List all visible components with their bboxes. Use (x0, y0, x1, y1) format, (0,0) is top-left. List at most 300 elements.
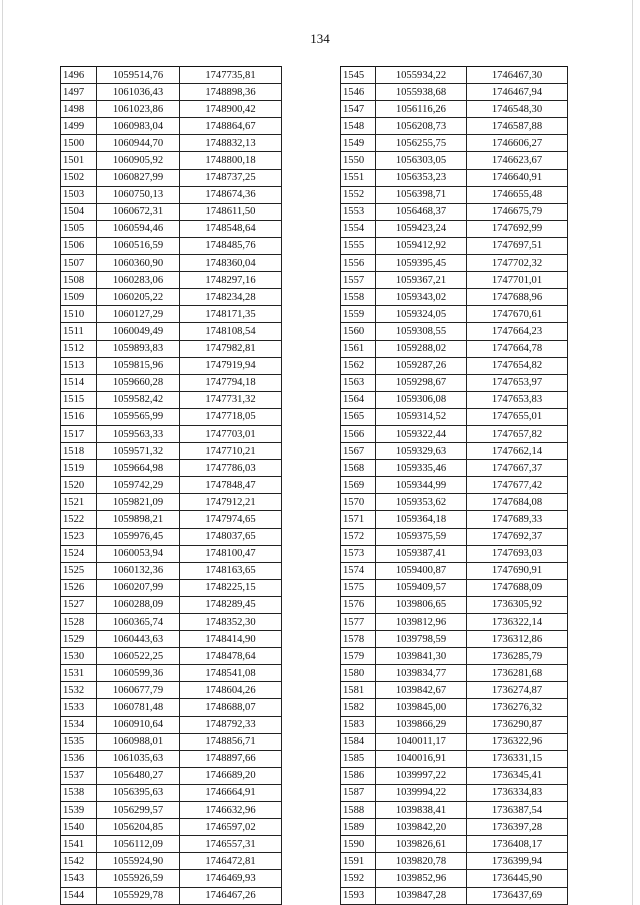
x-coordinate-cell: 1060522,25 (97, 648, 180, 665)
x-coordinate-cell: 1039820,78 (376, 853, 467, 870)
point-number-cell: 1516 (61, 408, 97, 425)
point-number-cell: 1542 (61, 853, 97, 870)
y-coordinate-cell: 1747848,47 (180, 477, 282, 494)
table-row (61, 870, 282, 887)
table-row (61, 562, 282, 579)
x-coordinate-cell: 1059664,98 (97, 460, 180, 477)
y-coordinate-cell: 1748234,28 (180, 289, 282, 306)
table-row (341, 631, 568, 648)
point-number-cell: 1497 (61, 84, 97, 101)
table-row (61, 802, 282, 819)
point-number-cell: 1533 (61, 699, 97, 716)
point-number-cell: 1504 (61, 203, 97, 220)
x-coordinate-cell: 1059563,33 (97, 425, 180, 442)
y-coordinate-cell: 1747653,97 (467, 374, 568, 391)
point-number-cell: 1575 (341, 579, 376, 596)
point-number-cell: 1555 (341, 237, 376, 254)
x-coordinate-cell: 1060127,29 (97, 306, 180, 323)
table-row (61, 528, 282, 545)
point-number-cell: 1515 (61, 391, 97, 408)
point-number-cell: 1510 (61, 306, 97, 323)
point-number-cell: 1584 (341, 733, 376, 750)
x-coordinate-cell: 1061036,43 (97, 84, 180, 101)
y-coordinate-cell: 1736290,87 (467, 716, 568, 733)
point-number-cell: 1544 (61, 887, 97, 904)
x-coordinate-cell: 1059815,96 (97, 357, 180, 374)
table-row (341, 545, 568, 562)
x-coordinate-cell: 1059375,59 (376, 528, 467, 545)
y-coordinate-cell: 1747794,18 (180, 374, 282, 391)
table-row (61, 648, 282, 665)
table-row (61, 84, 282, 101)
table-row (61, 67, 282, 84)
y-coordinate-cell: 1747664,23 (467, 323, 568, 340)
y-coordinate-cell: 1747731,32 (180, 391, 282, 408)
point-number-cell: 1567 (341, 443, 376, 460)
x-coordinate-cell: 1059514,76 (97, 67, 180, 84)
point-number-cell: 1525 (61, 562, 97, 579)
x-coordinate-cell: 1059314,52 (376, 408, 467, 425)
x-coordinate-cell: 1059364,18 (376, 511, 467, 528)
y-coordinate-cell: 1736437,69 (467, 887, 568, 904)
table-row (341, 767, 568, 784)
x-coordinate-cell: 1059367,21 (376, 272, 467, 289)
y-coordinate-cell: 1747710,21 (180, 443, 282, 460)
point-number-cell: 1565 (341, 408, 376, 425)
y-coordinate-cell: 1747688,96 (467, 289, 568, 306)
table-row (61, 186, 282, 203)
table-row (341, 528, 568, 545)
y-coordinate-cell: 1747703,01 (180, 425, 282, 442)
x-coordinate-cell: 1055938,68 (376, 84, 467, 101)
point-number-cell: 1589 (341, 819, 376, 836)
x-coordinate-cell: 1060365,74 (97, 614, 180, 631)
table-row (341, 237, 568, 254)
x-coordinate-cell: 1059423,24 (376, 220, 467, 237)
x-coordinate-cell: 1039847,28 (376, 887, 467, 904)
point-number-cell: 1524 (61, 545, 97, 562)
point-number-cell: 1526 (61, 579, 97, 596)
point-number-cell: 1551 (341, 169, 376, 186)
y-coordinate-cell: 1746597,02 (180, 819, 282, 836)
scan-edge-right (632, 0, 633, 905)
x-coordinate-cell: 1059976,45 (97, 528, 180, 545)
x-coordinate-cell: 1040016,91 (376, 750, 467, 767)
point-number-cell: 1570 (341, 494, 376, 511)
point-number-cell: 1559 (341, 306, 376, 323)
y-coordinate-cell: 1748225,15 (180, 579, 282, 596)
x-coordinate-cell: 1059308,55 (376, 323, 467, 340)
point-number-cell: 1578 (341, 631, 376, 648)
x-coordinate-cell: 1056112,09 (97, 836, 180, 853)
x-coordinate-cell: 1059322,44 (376, 425, 467, 442)
point-number-cell: 1502 (61, 169, 97, 186)
table-row (61, 836, 282, 853)
x-coordinate-cell: 1060750,13 (97, 186, 180, 203)
x-coordinate-cell: 1056398,71 (376, 186, 467, 203)
y-coordinate-cell: 1748163,65 (180, 562, 282, 579)
y-coordinate-cell: 1747912,21 (180, 494, 282, 511)
y-coordinate-cell: 1736285,79 (467, 648, 568, 665)
point-number-cell: 1520 (61, 477, 97, 494)
table-row (61, 887, 282, 904)
point-number-cell: 1535 (61, 733, 97, 750)
point-number-cell: 1557 (341, 272, 376, 289)
point-number-cell: 1511 (61, 323, 97, 340)
x-coordinate-cell: 1060677,79 (97, 682, 180, 699)
x-coordinate-cell: 1055934,22 (376, 67, 467, 84)
table-row (61, 477, 282, 494)
x-coordinate-cell: 1060910,64 (97, 716, 180, 733)
y-coordinate-cell: 1736276,32 (467, 699, 568, 716)
y-coordinate-cell: 1748737,25 (180, 169, 282, 186)
x-coordinate-cell: 1059298,67 (376, 374, 467, 391)
x-coordinate-cell: 1060988,01 (97, 733, 180, 750)
table-row (341, 408, 568, 425)
x-coordinate-cell: 1056303,05 (376, 152, 467, 169)
y-coordinate-cell: 1748171,35 (180, 306, 282, 323)
table-row (341, 750, 568, 767)
coordinates-table-body (341, 67, 568, 905)
point-number-cell: 1588 (341, 802, 376, 819)
x-coordinate-cell: 1059288,02 (376, 340, 467, 357)
y-coordinate-cell: 1746467,26 (180, 887, 282, 904)
x-coordinate-cell: 1059287,26 (376, 357, 467, 374)
x-coordinate-cell: 1059409,57 (376, 579, 467, 596)
y-coordinate-cell: 1746632,96 (180, 802, 282, 819)
table-row (61, 408, 282, 425)
table-row (341, 169, 568, 186)
x-coordinate-cell: 1059565,99 (97, 408, 180, 425)
y-coordinate-cell: 1746664,91 (180, 784, 282, 801)
table-row (341, 887, 568, 904)
x-coordinate-cell: 1059335,46 (376, 460, 467, 477)
point-number-cell: 1587 (341, 784, 376, 801)
point-number-cell: 1543 (61, 870, 97, 887)
y-coordinate-cell: 1748297,16 (180, 272, 282, 289)
table-row (341, 819, 568, 836)
point-number-cell: 1549 (341, 135, 376, 152)
x-coordinate-cell: 1060132,36 (97, 562, 180, 579)
table-row (341, 152, 568, 169)
point-number-cell: 1571 (341, 511, 376, 528)
x-coordinate-cell: 1056299,57 (97, 802, 180, 819)
y-coordinate-cell: 1736274,87 (467, 682, 568, 699)
x-coordinate-cell: 1059306,08 (376, 391, 467, 408)
y-coordinate-cell: 1746655,48 (467, 186, 568, 203)
x-coordinate-cell: 1059395,45 (376, 255, 467, 272)
table-row (61, 750, 282, 767)
point-number-cell: 1508 (61, 272, 97, 289)
point-number-cell: 1545 (341, 67, 376, 84)
y-coordinate-cell: 1748900,42 (180, 101, 282, 118)
x-coordinate-cell: 1056208,73 (376, 118, 467, 135)
x-coordinate-cell: 1059353,62 (376, 494, 467, 511)
table-row (341, 135, 568, 152)
y-coordinate-cell: 1747692,37 (467, 528, 568, 545)
y-coordinate-cell: 1748360,04 (180, 255, 282, 272)
point-number-cell: 1521 (61, 494, 97, 511)
point-number-cell: 1540 (61, 819, 97, 836)
table-row (341, 67, 568, 84)
point-number-cell: 1501 (61, 152, 97, 169)
y-coordinate-cell: 1747662,14 (467, 443, 568, 460)
table-row (61, 716, 282, 733)
table-row (61, 784, 282, 801)
y-coordinate-cell: 1746689,20 (180, 767, 282, 784)
y-coordinate-cell: 1748800,18 (180, 152, 282, 169)
table-row (341, 733, 568, 750)
y-coordinate-cell: 1747664,78 (467, 340, 568, 357)
table-row (61, 255, 282, 272)
x-coordinate-cell: 1055926,59 (97, 870, 180, 887)
x-coordinate-cell: 1059324,05 (376, 306, 467, 323)
point-number-cell: 1569 (341, 477, 376, 494)
y-coordinate-cell: 1748352,30 (180, 614, 282, 631)
point-number-cell: 1523 (61, 528, 97, 545)
point-number-cell: 1538 (61, 784, 97, 801)
y-coordinate-cell: 1748792,33 (180, 716, 282, 733)
y-coordinate-cell: 1736312,86 (467, 631, 568, 648)
y-coordinate-cell: 1747718,05 (180, 408, 282, 425)
x-coordinate-cell: 1060516,59 (97, 237, 180, 254)
x-coordinate-cell: 1059893,83 (97, 340, 180, 357)
y-coordinate-cell: 1748485,76 (180, 237, 282, 254)
table-row (61, 767, 282, 784)
point-number-cell: 1496 (61, 67, 97, 84)
y-coordinate-cell: 1746467,94 (467, 84, 568, 101)
y-coordinate-cell: 1736331,15 (467, 750, 568, 767)
point-number-cell: 1548 (341, 118, 376, 135)
point-number-cell: 1512 (61, 340, 97, 357)
y-coordinate-cell: 1746606,27 (467, 135, 568, 152)
table-row (341, 494, 568, 511)
y-coordinate-cell: 1748541,08 (180, 665, 282, 682)
y-coordinate-cell: 1748897,66 (180, 750, 282, 767)
point-number-cell: 1530 (61, 648, 97, 665)
y-coordinate-cell: 1736281,68 (467, 665, 568, 682)
table-row (61, 596, 282, 613)
y-coordinate-cell: 1736445,90 (467, 870, 568, 887)
y-coordinate-cell: 1747684,08 (467, 494, 568, 511)
scan-edge-left (2, 0, 3, 905)
point-number-cell: 1563 (341, 374, 376, 391)
coordinates-table-right (340, 66, 568, 905)
table-row (61, 272, 282, 289)
y-coordinate-cell: 1736345,41 (467, 767, 568, 784)
x-coordinate-cell: 1059660,28 (97, 374, 180, 391)
x-coordinate-cell: 1060781,48 (97, 699, 180, 716)
x-coordinate-cell: 1056204,85 (97, 819, 180, 836)
x-coordinate-cell: 1060983,04 (97, 118, 180, 135)
table-row (341, 579, 568, 596)
x-coordinate-cell: 1039838,41 (376, 802, 467, 819)
table-row (61, 101, 282, 118)
y-coordinate-cell: 1748688,07 (180, 699, 282, 716)
table-row (341, 784, 568, 801)
x-coordinate-cell: 1059898,21 (97, 511, 180, 528)
table-row (61, 340, 282, 357)
table-row (341, 648, 568, 665)
point-number-cell: 1503 (61, 186, 97, 203)
table-row (61, 323, 282, 340)
table-row (61, 391, 282, 408)
y-coordinate-cell: 1748414,90 (180, 631, 282, 648)
y-coordinate-cell: 1747697,51 (467, 237, 568, 254)
table-row (61, 460, 282, 477)
table-row (61, 152, 282, 169)
x-coordinate-cell: 1056395,63 (97, 784, 180, 801)
y-coordinate-cell: 1746472,81 (180, 853, 282, 870)
table-row (341, 84, 568, 101)
table-row (341, 101, 568, 118)
y-coordinate-cell: 1748674,36 (180, 186, 282, 203)
point-number-cell: 1507 (61, 255, 97, 272)
table-row (341, 323, 568, 340)
table-row (341, 425, 568, 442)
y-coordinate-cell: 1736322,96 (467, 733, 568, 750)
point-number-cell: 1553 (341, 203, 376, 220)
x-coordinate-cell: 1060827,99 (97, 169, 180, 186)
point-number-cell: 1552 (341, 186, 376, 203)
point-number-cell: 1581 (341, 682, 376, 699)
point-number-cell: 1517 (61, 425, 97, 442)
y-coordinate-cell: 1747677,42 (467, 477, 568, 494)
point-number-cell: 1585 (341, 750, 376, 767)
table-row (341, 272, 568, 289)
table-row (341, 357, 568, 374)
point-number-cell: 1531 (61, 665, 97, 682)
point-number-cell: 1527 (61, 596, 97, 613)
y-coordinate-cell: 1747692,99 (467, 220, 568, 237)
table-row (61, 220, 282, 237)
point-number-cell: 1547 (341, 101, 376, 118)
y-coordinate-cell: 1747688,09 (467, 579, 568, 596)
y-coordinate-cell: 1736397,28 (467, 819, 568, 836)
x-coordinate-cell: 1040011,17 (376, 733, 467, 750)
point-number-cell: 1514 (61, 374, 97, 391)
x-coordinate-cell: 1056480,27 (97, 767, 180, 784)
point-number-cell: 1586 (341, 767, 376, 784)
y-coordinate-cell: 1747667,37 (467, 460, 568, 477)
x-coordinate-cell: 1039812,96 (376, 614, 467, 631)
point-number-cell: 1519 (61, 460, 97, 477)
y-coordinate-cell: 1736305,92 (467, 596, 568, 613)
table-row (61, 203, 282, 220)
table-row (61, 289, 282, 306)
point-number-cell: 1562 (341, 357, 376, 374)
table-row (341, 340, 568, 357)
x-coordinate-cell: 1060205,22 (97, 289, 180, 306)
point-number-cell: 1536 (61, 750, 97, 767)
point-number-cell: 1590 (341, 836, 376, 853)
y-coordinate-cell: 1747655,01 (467, 408, 568, 425)
table-row (341, 460, 568, 477)
x-coordinate-cell: 1059387,41 (376, 545, 467, 562)
point-number-cell: 1582 (341, 699, 376, 716)
table-row (61, 169, 282, 186)
table-row (341, 255, 568, 272)
y-coordinate-cell: 1748611,50 (180, 203, 282, 220)
x-coordinate-cell: 1039845,00 (376, 699, 467, 716)
table-row (341, 716, 568, 733)
point-number-cell: 1572 (341, 528, 376, 545)
table-row (341, 682, 568, 699)
table-row (61, 545, 282, 562)
y-coordinate-cell: 1748604,26 (180, 682, 282, 699)
table-row (341, 836, 568, 853)
point-number-cell: 1534 (61, 716, 97, 733)
point-number-cell: 1554 (341, 220, 376, 237)
point-number-cell: 1580 (341, 665, 376, 682)
y-coordinate-cell: 1746623,67 (467, 152, 568, 169)
x-coordinate-cell: 1059329,63 (376, 443, 467, 460)
y-coordinate-cell: 1747982,81 (180, 340, 282, 357)
table-row (341, 511, 568, 528)
y-coordinate-cell: 1746640,91 (467, 169, 568, 186)
table-row (341, 306, 568, 323)
table-row (341, 562, 568, 579)
x-coordinate-cell: 1060053,94 (97, 545, 180, 562)
x-coordinate-cell: 1039841,30 (376, 648, 467, 665)
x-coordinate-cell: 1056468,37 (376, 203, 467, 220)
point-number-cell: 1564 (341, 391, 376, 408)
y-coordinate-cell: 1748898,36 (180, 84, 282, 101)
point-number-cell: 1518 (61, 443, 97, 460)
x-coordinate-cell: 1039806,65 (376, 596, 467, 613)
coordinates-table-body (61, 67, 282, 905)
x-coordinate-cell: 1055929,78 (97, 887, 180, 904)
y-coordinate-cell: 1748108,54 (180, 323, 282, 340)
x-coordinate-cell: 1055924,90 (97, 853, 180, 870)
x-coordinate-cell: 1060283,06 (97, 272, 180, 289)
table-row (61, 443, 282, 460)
x-coordinate-cell: 1059343,02 (376, 289, 467, 306)
point-number-cell: 1579 (341, 648, 376, 665)
x-coordinate-cell: 1060944,70 (97, 135, 180, 152)
y-coordinate-cell: 1747735,81 (180, 67, 282, 84)
x-coordinate-cell: 1059400,87 (376, 562, 467, 579)
point-number-cell: 1558 (341, 289, 376, 306)
point-number-cell: 1593 (341, 887, 376, 904)
table-row (341, 289, 568, 306)
point-number-cell: 1573 (341, 545, 376, 562)
y-coordinate-cell: 1747786,03 (180, 460, 282, 477)
table-row (341, 443, 568, 460)
point-number-cell: 1498 (61, 101, 97, 118)
x-coordinate-cell: 1039866,29 (376, 716, 467, 733)
y-coordinate-cell: 1748100,47 (180, 545, 282, 562)
x-coordinate-cell: 1059344,99 (376, 477, 467, 494)
x-coordinate-cell: 1059582,42 (97, 391, 180, 408)
y-coordinate-cell: 1736408,17 (467, 836, 568, 853)
point-number-cell: 1541 (61, 836, 97, 853)
table-row (61, 631, 282, 648)
point-number-cell: 1561 (341, 340, 376, 357)
x-coordinate-cell: 1039997,22 (376, 767, 467, 784)
table-row (341, 596, 568, 613)
table-row (341, 870, 568, 887)
table-row (61, 733, 282, 750)
table-row (61, 135, 282, 152)
point-number-cell: 1499 (61, 118, 97, 135)
x-coordinate-cell: 1060905,92 (97, 152, 180, 169)
x-coordinate-cell: 1039842,67 (376, 682, 467, 699)
x-coordinate-cell: 1059571,32 (97, 443, 180, 460)
x-coordinate-cell: 1060594,46 (97, 220, 180, 237)
table-row (61, 699, 282, 716)
table-row (61, 682, 282, 699)
